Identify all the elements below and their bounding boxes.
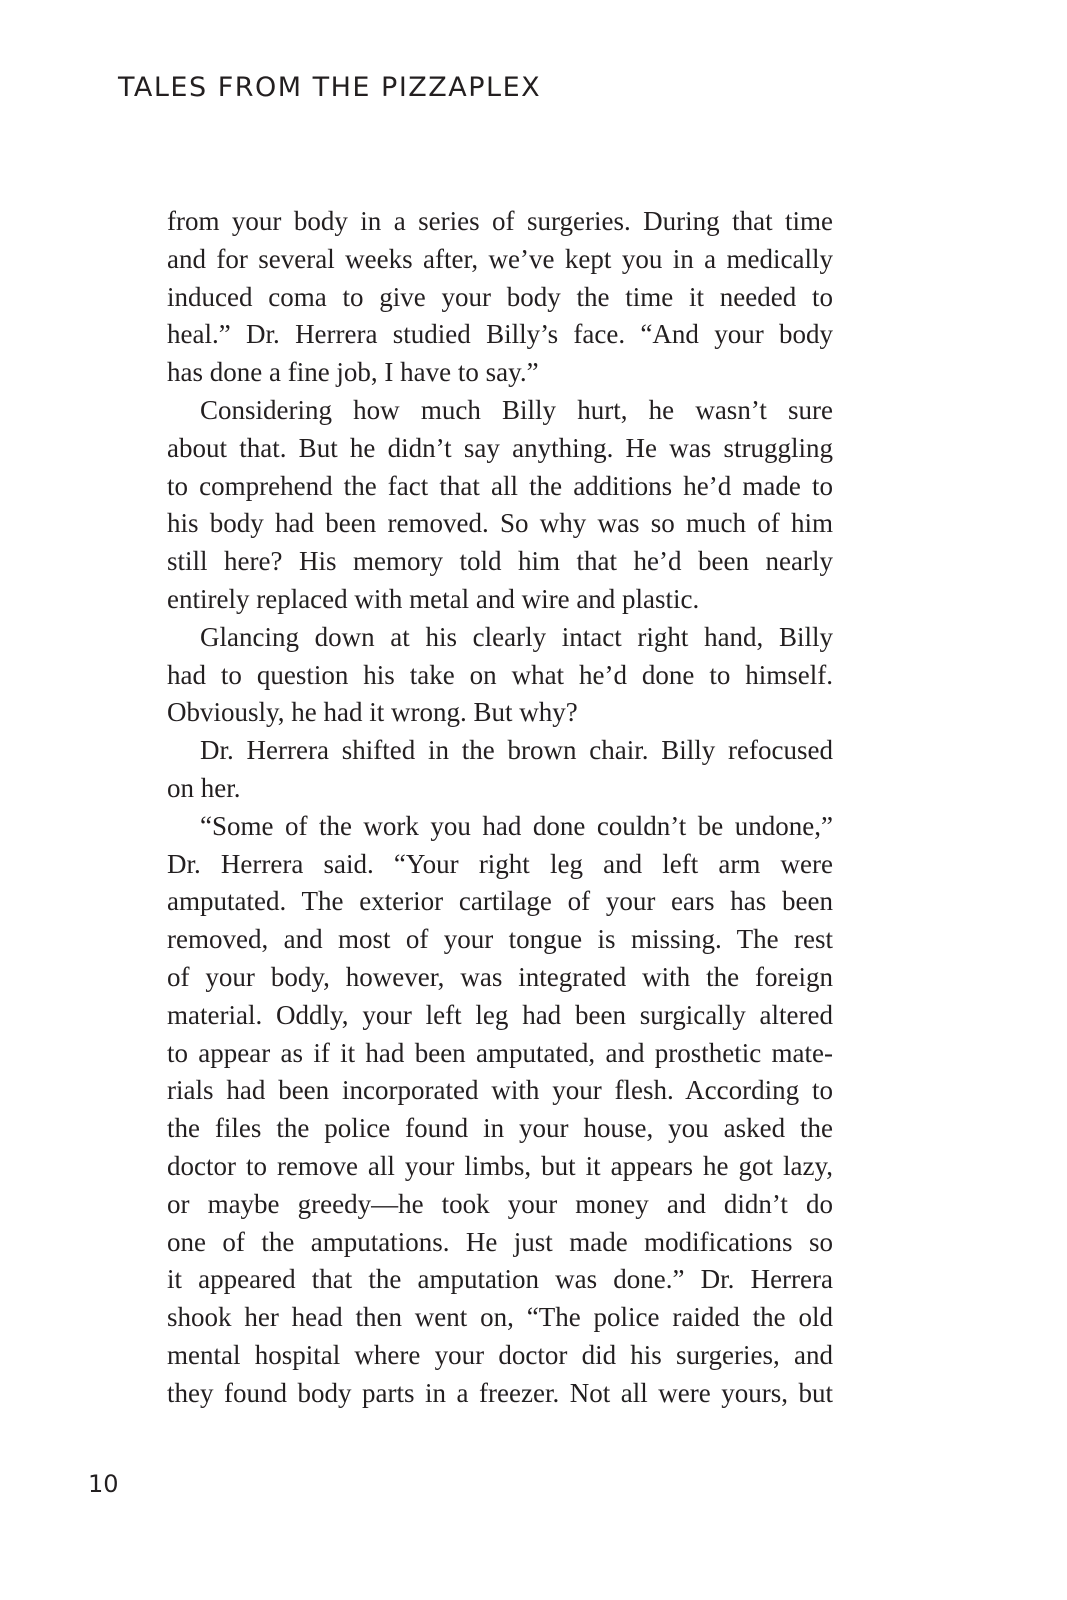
text-line: and for several weeks after, we’ve kept you in a medically	[167, 243, 833, 274]
text-line: Obviously, he had it wrong. But why?	[167, 697, 578, 728]
text-line: to comprehend the fact that all the additions he’d made to	[167, 470, 833, 501]
text-line: has done a fine job, I have to say.”	[167, 357, 539, 388]
text-line: amputated. The exterior cartilage of your ears has been	[167, 886, 833, 917]
text-line: from your body in a series of surgeries. During that time	[167, 206, 833, 236]
body-text	[167, 203, 833, 1413]
text-line: rials had been incorporated with your flesh. According to	[167, 1075, 833, 1106]
text-line: entirely replaced with metal and wire and plastic.	[167, 583, 700, 614]
text-line: they found body parts in a freezer. Not all were yours, but	[167, 1377, 833, 1408]
text-line: doctor to remove all your limbs, but it appears he got lazy,	[167, 1150, 833, 1181]
text-line: one of the amputations. He just made modifications so	[167, 1226, 833, 1257]
text-line: removed, and most of your tongue is missing. The rest	[167, 924, 833, 955]
text-line: mental hospital where your doctor did his surgeries, and	[167, 1339, 833, 1370]
text-line: still here? His memory told him that he’d been nearly	[167, 546, 833, 577]
text-line: material. Oddly, your left leg had been surgically altered	[167, 999, 833, 1030]
text-line: it appeared that the amputation was done.” Dr. Herrera	[167, 1264, 833, 1295]
text-line: the files the police found in your house, you asked the	[167, 1113, 833, 1144]
text-line: shook her head then went on, “The police raided the old	[167, 1302, 833, 1333]
text-line: induced coma to give your body the time it needed to	[167, 281, 833, 312]
text-line: had to question his take on what he’d done to himself.	[167, 659, 833, 690]
text-line: about that. But he didn’t say anything. He was struggling	[167, 432, 833, 463]
text-line: on her.	[167, 772, 241, 803]
page-number: 10	[88, 1470, 119, 1498]
text-line: Dr. Herrera said. “Your right leg and left arm were	[167, 848, 833, 879]
text-line: Considering how much Billy hurt, he wasn’t sure	[200, 394, 833, 425]
text-line: heal.” Dr. Herrera studied Billy’s face. “And your body	[167, 319, 833, 350]
text-line: Glancing down at his clearly intact right hand, Billy	[200, 621, 833, 652]
text-line: of your body, however, was integrated with the foreign	[167, 961, 833, 992]
running-head: TALES FROM THE PIZZAPLEX	[118, 72, 542, 103]
text-line: or maybe greedy—he took your money and didn’t do	[167, 1188, 833, 1219]
text-line: to appear as if it had been amputated, and prosthetic mate-	[167, 1037, 833, 1068]
text-line: his body had been removed. So why was so much of him	[167, 508, 833, 539]
text-line: Dr. Herrera shifted in the brown chair. Billy refocused	[200, 735, 833, 766]
text-line: “Some of the work you had done couldn’t be undone,”	[200, 810, 833, 841]
